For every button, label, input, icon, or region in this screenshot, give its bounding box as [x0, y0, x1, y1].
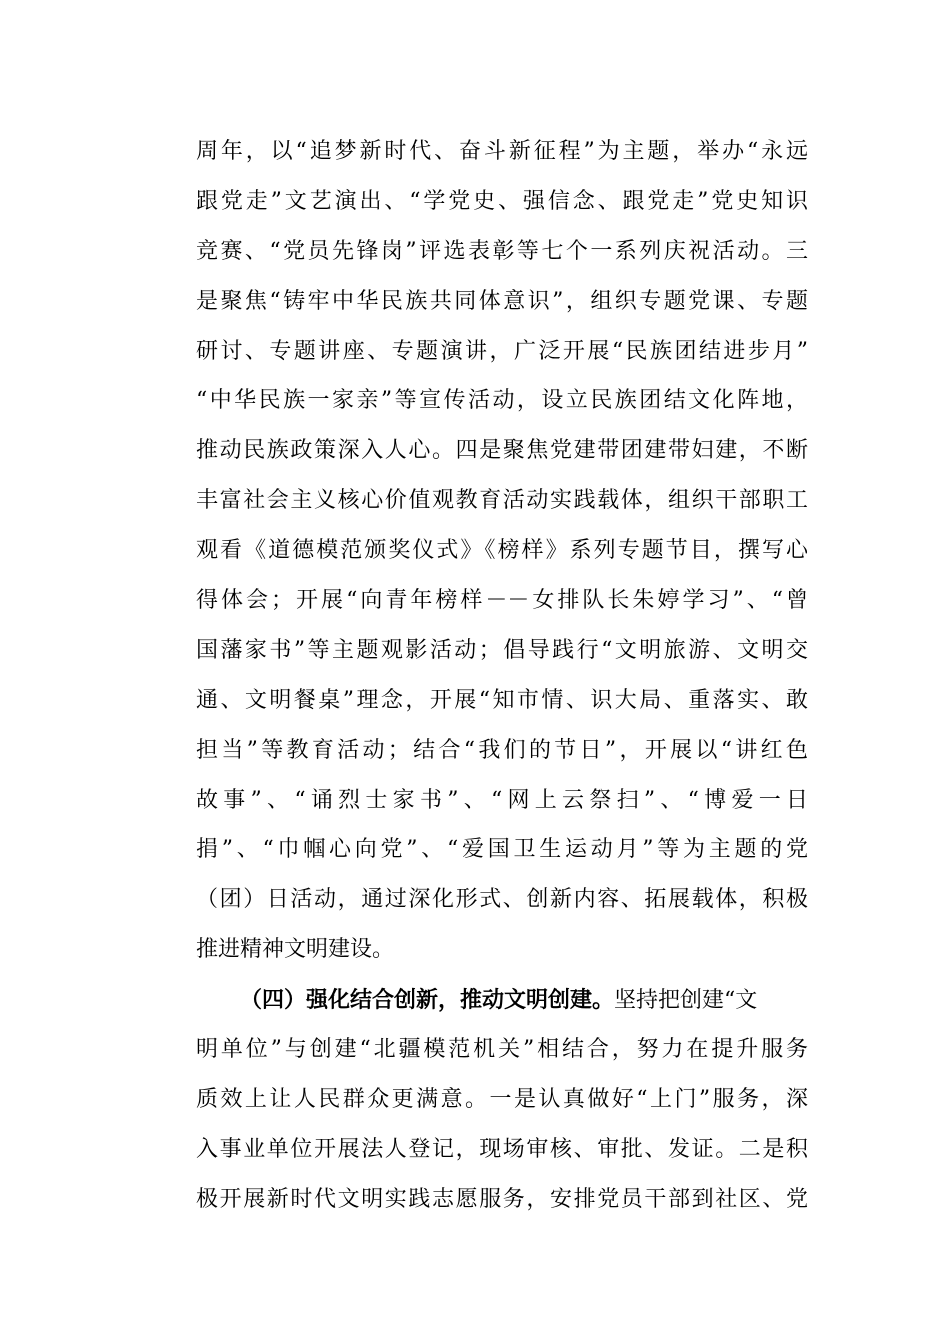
text-line: 丰富社会主义核心价值观教育活动实践载体，组织干部职工	[196, 488, 808, 514]
text-line: 跟党走”文艺演出、“学党史、强信念、跟党走”党史知识	[196, 188, 808, 214]
text-line: 质效上让人民群众更满意。一是认真做好“上门”服务，深	[196, 1086, 808, 1112]
text-line: 推动民族政策深入人心。四是聚焦党建带团建带妇建，不断	[196, 438, 808, 464]
text-line: 极开展新时代文明实践志愿服务，安排党员干部到社区、党	[196, 1186, 808, 1212]
text-line: 竞赛、“党员先锋岗”评选表彰等七个一系列庆祝活动。三	[196, 238, 808, 264]
text-line: 担当”等教育活动；结合“我们的节日”，开展以“讲红色	[196, 737, 808, 763]
text-line: 得体会；开展“向青年榜样－－女排队长朱婷学习”、“曾	[196, 588, 808, 614]
text-line: 捐”、“巾帼心向党”、“爱国卫生运动月”等为主题的党	[196, 837, 808, 863]
text-line: 周年，以“追梦新时代、奋斗新征程”为主题，举办“永远	[196, 139, 808, 164]
text-line: 国藩家书”等主题观影活动；倡导践行“文明旅游、文明交	[196, 637, 808, 663]
text-line: （团）日活动，通过深化形式、创新内容、拓展载体，积极	[196, 887, 808, 913]
text-line: 故事”、“诵烈士家书”、“网上云祭扫”、“博爱一日	[196, 787, 808, 813]
section-first-line-text: 坚持把创建“文	[614, 988, 758, 1014]
text-line: 观看《道德模范颁奖仪式》《榜样》系列专题节目，撰写心	[196, 538, 808, 564]
text-line: 入事业单位开展法人登记，现场审核、审批、发证。二是积	[196, 1136, 808, 1162]
text-line: 明单位”与创建“北疆模范机关”相结合，努力在提升服务	[196, 1037, 808, 1063]
section-first-line	[196, 980, 808, 1030]
text-line: 是聚焦“铸牢中华民族共同体意识”，组织专题党课、专题	[196, 288, 808, 314]
text-line: 通、文明餐桌”理念，开展“知市情、识大局、重落实、敢	[196, 687, 808, 713]
section-heading: （四）强化结合创新，推动文明创建。	[240, 987, 615, 1014]
text-line: 研讨、专题讲座、专题演讲，广泛开展“民族团结进步月”	[196, 338, 808, 364]
text-line-last: 推进精神文明建设。	[196, 937, 395, 963]
text-line: “中华民族一家亲”等宣传活动，设立民族团结文化阵地，	[196, 388, 808, 414]
document-body	[196, 132, 808, 1230]
